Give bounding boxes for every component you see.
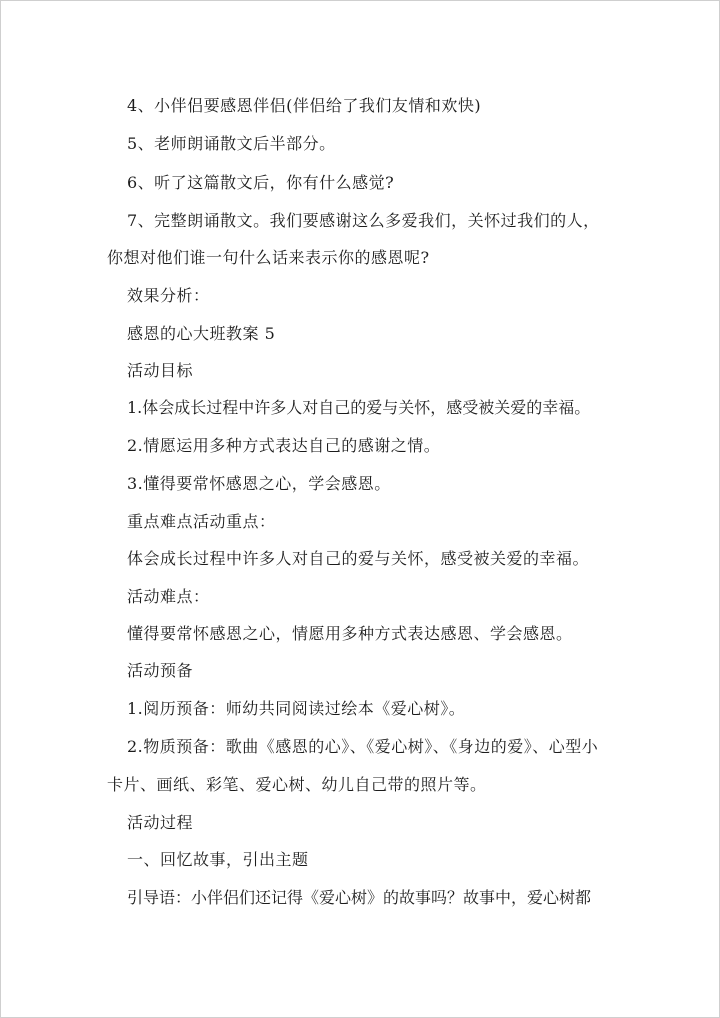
text-line: 卡片、画纸、彩笔、爱心树、幼儿自己带的照片等。 <box>107 775 487 794</box>
text-line: 活动过程 <box>127 813 194 832</box>
text-line: 体会成长过程中许多人对自己的爱与关怀，感受被关爱的幸福。 <box>127 549 590 568</box>
text-line: 2.情愿运用多种方式表达自己的感谢之情。 <box>127 436 441 455</box>
text-line: 2.物质预备：歌曲《感恩的心》、《爱心树》、《身边的爱》、心型小 <box>127 737 599 756</box>
text-line: 一、回忆故事，引出主题 <box>127 850 309 869</box>
text-line: 6、听了这篇散文后，你有什么感觉? <box>127 173 395 192</box>
text-line: 活动目标 <box>127 361 194 380</box>
text-line: 4、小伴侣要感恩伴侣(伴侣给了我们友情和欢快) <box>127 96 482 115</box>
text-line: 活动难点： <box>127 587 210 606</box>
text-line: 引导语：小伴侣们还记得《爱心树》的故事吗？故事中，爱心树都 <box>127 888 592 907</box>
text-line: 1.体会成长过程中许多人对自己的爱与关怀，感受被关爱的幸福。 <box>127 398 591 417</box>
text-line: 7、完整朗诵散文。我们要感谢这么多爱我们，关怀过我们的人， <box>127 211 600 230</box>
text-line: 1.阅历预备：师幼共同阅读过绘本《爱心树》。 <box>127 699 466 718</box>
text-line: 活动预备 <box>127 661 194 680</box>
text-line: 重点难点活动重点： <box>127 512 276 531</box>
text-line: 效果分析： <box>127 286 210 305</box>
text-line: 懂得要常怀感恩之心，情愿用多种方式表达感恩、学会感恩。 <box>127 624 573 643</box>
text-line: 你想对他们谁一句什么话来表示你的感恩呢? <box>107 248 430 267</box>
text-line: 5、老师朗诵散文后半部分。 <box>127 134 336 153</box>
section-heading: 感恩的心大班教案 5 <box>127 324 276 343</box>
text-line: 3.懂得要常怀感恩之心，学会感恩。 <box>127 474 391 493</box>
